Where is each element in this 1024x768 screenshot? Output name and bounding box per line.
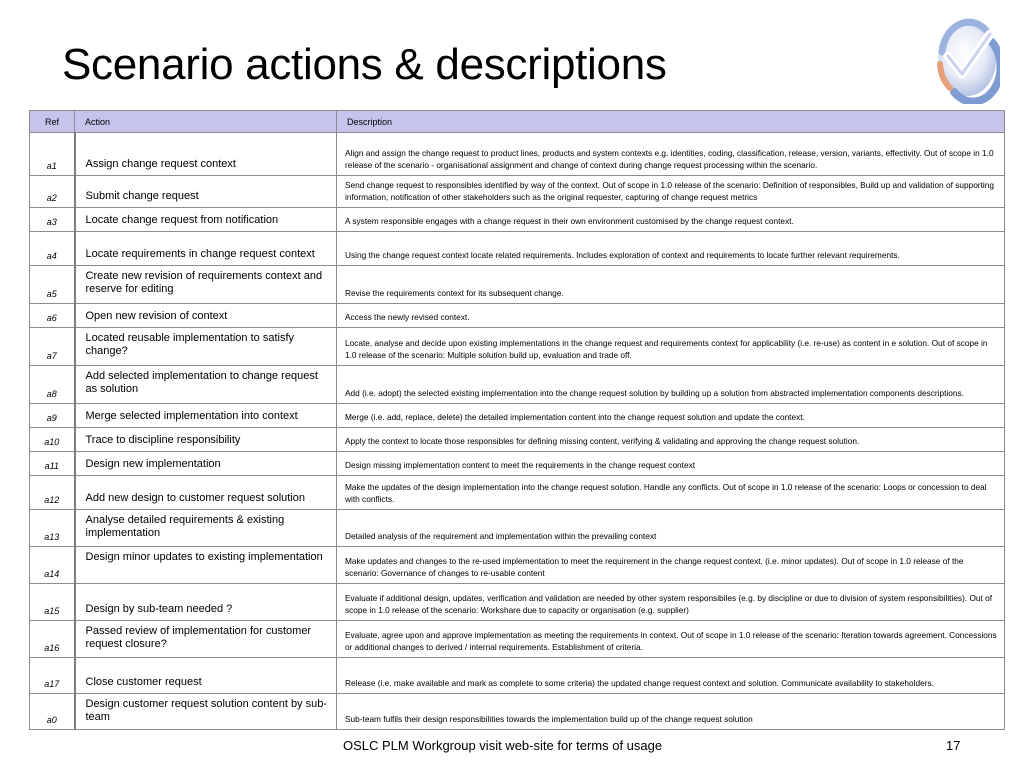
table-row: [30, 584, 1005, 621]
row-description: Make the updates of the design implementation into the change request solution. Handle any conflicts. Out of scope in 1.0 release of the scenario: Loops or concession to deal with conflicts.: [337, 476, 1005, 510]
row-ref: a12: [30, 476, 75, 510]
row-action: Design customer request solution content by sub-team: [75, 694, 337, 730]
row-action: Locate change request from notification: [75, 208, 337, 232]
table-row: [30, 208, 1005, 232]
table-row: [30, 428, 1005, 452]
row-ref: a15: [30, 584, 75, 621]
row-ref: a8: [30, 366, 75, 404]
row-description: Make updates and changes to the re-used implementation to meet the requirement in the change request context. (i.e. minor updates). Out of scope in 1.0 release of the scenario: Governance of changes to re-usable content: [337, 547, 1005, 584]
row-ref: a13: [30, 510, 75, 547]
footer-text: OSLC PLM Workgroup visit web-site for terms of usage: [343, 738, 663, 753]
row-description: Apply the context to locate those responsibles for defining missing content, verifying & validating and approving the change request solution.: [337, 428, 1005, 452]
table-row: [30, 510, 1005, 547]
row-description: Send change request to responsibles identified by way of the context. Out of scope in 1.0 release of the scenario: Definition of responsibles, Build up and validation of supporting information, notification of other stakeholders such as the original requester, capturing of change request metrics: [337, 176, 1005, 208]
row-action: Close customer request: [75, 658, 337, 694]
row-ref: a6: [30, 304, 75, 328]
table-row: [30, 328, 1005, 366]
row-action: Design new implementation: [75, 452, 337, 476]
row-action: Add new design to customer request solution: [75, 476, 337, 510]
row-action: Design by sub-team needed ?: [75, 584, 337, 621]
row-action: Located reusable implementation to satisfy change?: [75, 328, 337, 366]
table-row: [30, 232, 1005, 266]
table-row: [30, 658, 1005, 694]
row-ref: a9: [30, 404, 75, 428]
row-description: Evaluate, agree upon and approve implementation as meeting the requirements in context. Out of scope in 1.0 release of the scenario: Iteration towards agreement. Concessions or additional changes to derived / internal requirements. Establishment of criteria.: [337, 621, 1005, 658]
row-action: Merge selected implementation into context: [75, 404, 337, 428]
column-header-ref: Ref: [30, 111, 75, 133]
row-description: Sub-team fulfils their design responsibilities towards the implementation build up of the change request solution: [337, 694, 1005, 730]
row-ref: a0: [30, 694, 75, 730]
column-header-description: Description: [337, 111, 1005, 133]
slide-title: Scenario actions & descriptions: [62, 40, 667, 89]
row-ref: a14: [30, 547, 75, 584]
row-action: Design minor updates to existing implementation: [75, 547, 337, 584]
row-description: Locate, analyse and decide upon existing implementations in the change request and requirements context for applicability (i.e. re-use) as content in e solution. Out of scope in 1.0 release of the scenario: Multiple solution build up, evaluation and trade off.: [337, 328, 1005, 366]
row-description: A system responsible engages with a change request in their own environment customised by the change request context.: [337, 208, 1005, 232]
table-row: [30, 694, 1005, 730]
row-description: Release (i.e. make available and mark as complete to some criteria) the updated change request context and solution. Communicate availability to stakeholders.: [337, 658, 1005, 694]
table-row: [30, 133, 1005, 176]
row-action: Assign change request context: [75, 133, 337, 176]
row-action: Analyse detailed requirements & existing implementation: [75, 510, 337, 547]
scenario-actions-table: [29, 110, 1005, 730]
row-ref: a17: [30, 658, 75, 694]
row-ref: a10: [30, 428, 75, 452]
row-action: Open new revision of context: [75, 304, 337, 328]
table-header-row: [30, 111, 1005, 133]
row-ref: a2: [30, 176, 75, 208]
table-row: [30, 404, 1005, 428]
row-ref: a5: [30, 266, 75, 304]
row-description: Evaluate if additional design, updates, verification and validation are needed by other system responsibiles (e.g. by discipline or due to division of system responsibilities). Out of scope in 1.0 release of the scenario: Workshare due to capacity or organisation (e.g. supplier): [337, 584, 1005, 621]
table-row: [30, 547, 1005, 584]
table-row: [30, 304, 1005, 328]
row-ref: a16: [30, 621, 75, 658]
row-action: Trace to discipline responsibility: [75, 428, 337, 452]
table-row: [30, 266, 1005, 304]
row-description: Add (i.e. adopt) the selected existing implementation into the change request solution by building up a solution from abstracted implementation components descriptions.: [337, 366, 1005, 404]
row-action: Submit change request: [75, 176, 337, 208]
table-row: [30, 476, 1005, 510]
swoosh-ring-logo-icon: [934, 12, 1000, 104]
row-action: Add selected implementation to change request as solution: [75, 366, 337, 404]
row-description: Revise the requirements context for its subsequent change.: [337, 266, 1005, 304]
row-description: Detailed analysis of the requirement and implementation within the prevailing context: [337, 510, 1005, 547]
row-description: Using the change request context locate related requirements. Includes exploration of context and requirements to locate further relevant requirements.: [337, 232, 1005, 266]
row-description: Align and assign the change request to product lines, products and system contexts e.g. identities, coding, classification, release, version, variants, effectivity. Out of scope in 1.0 release of the scenario - organisational assignment and change of context during change request processing within the scenario.: [337, 133, 1005, 176]
table-row: [30, 176, 1005, 208]
row-ref: a7: [30, 328, 75, 366]
row-ref: a1: [30, 133, 75, 176]
row-ref: a11: [30, 452, 75, 476]
row-action: Passed review of implementation for customer request closure?: [75, 621, 337, 658]
table-row: [30, 366, 1005, 404]
column-header-action: Action: [75, 111, 337, 133]
row-description: Access the newly revised context.: [337, 304, 1005, 328]
row-description: Design missing implementation content to meet the requirements in the change request context: [337, 452, 1005, 476]
table-row: [30, 621, 1005, 658]
row-description: Merge (i.e. add, replace, delete) the detailed implementation content into the change request solution and update the context.: [337, 404, 1005, 428]
row-action: Locate requirements in change request context: [75, 232, 337, 266]
row-action: Create new revision of requirements context and reserve for editing: [75, 266, 337, 304]
row-ref: a4: [30, 232, 75, 266]
page-number: 17: [946, 738, 961, 753]
row-ref: a3: [30, 208, 75, 232]
table-row: [30, 452, 1005, 476]
